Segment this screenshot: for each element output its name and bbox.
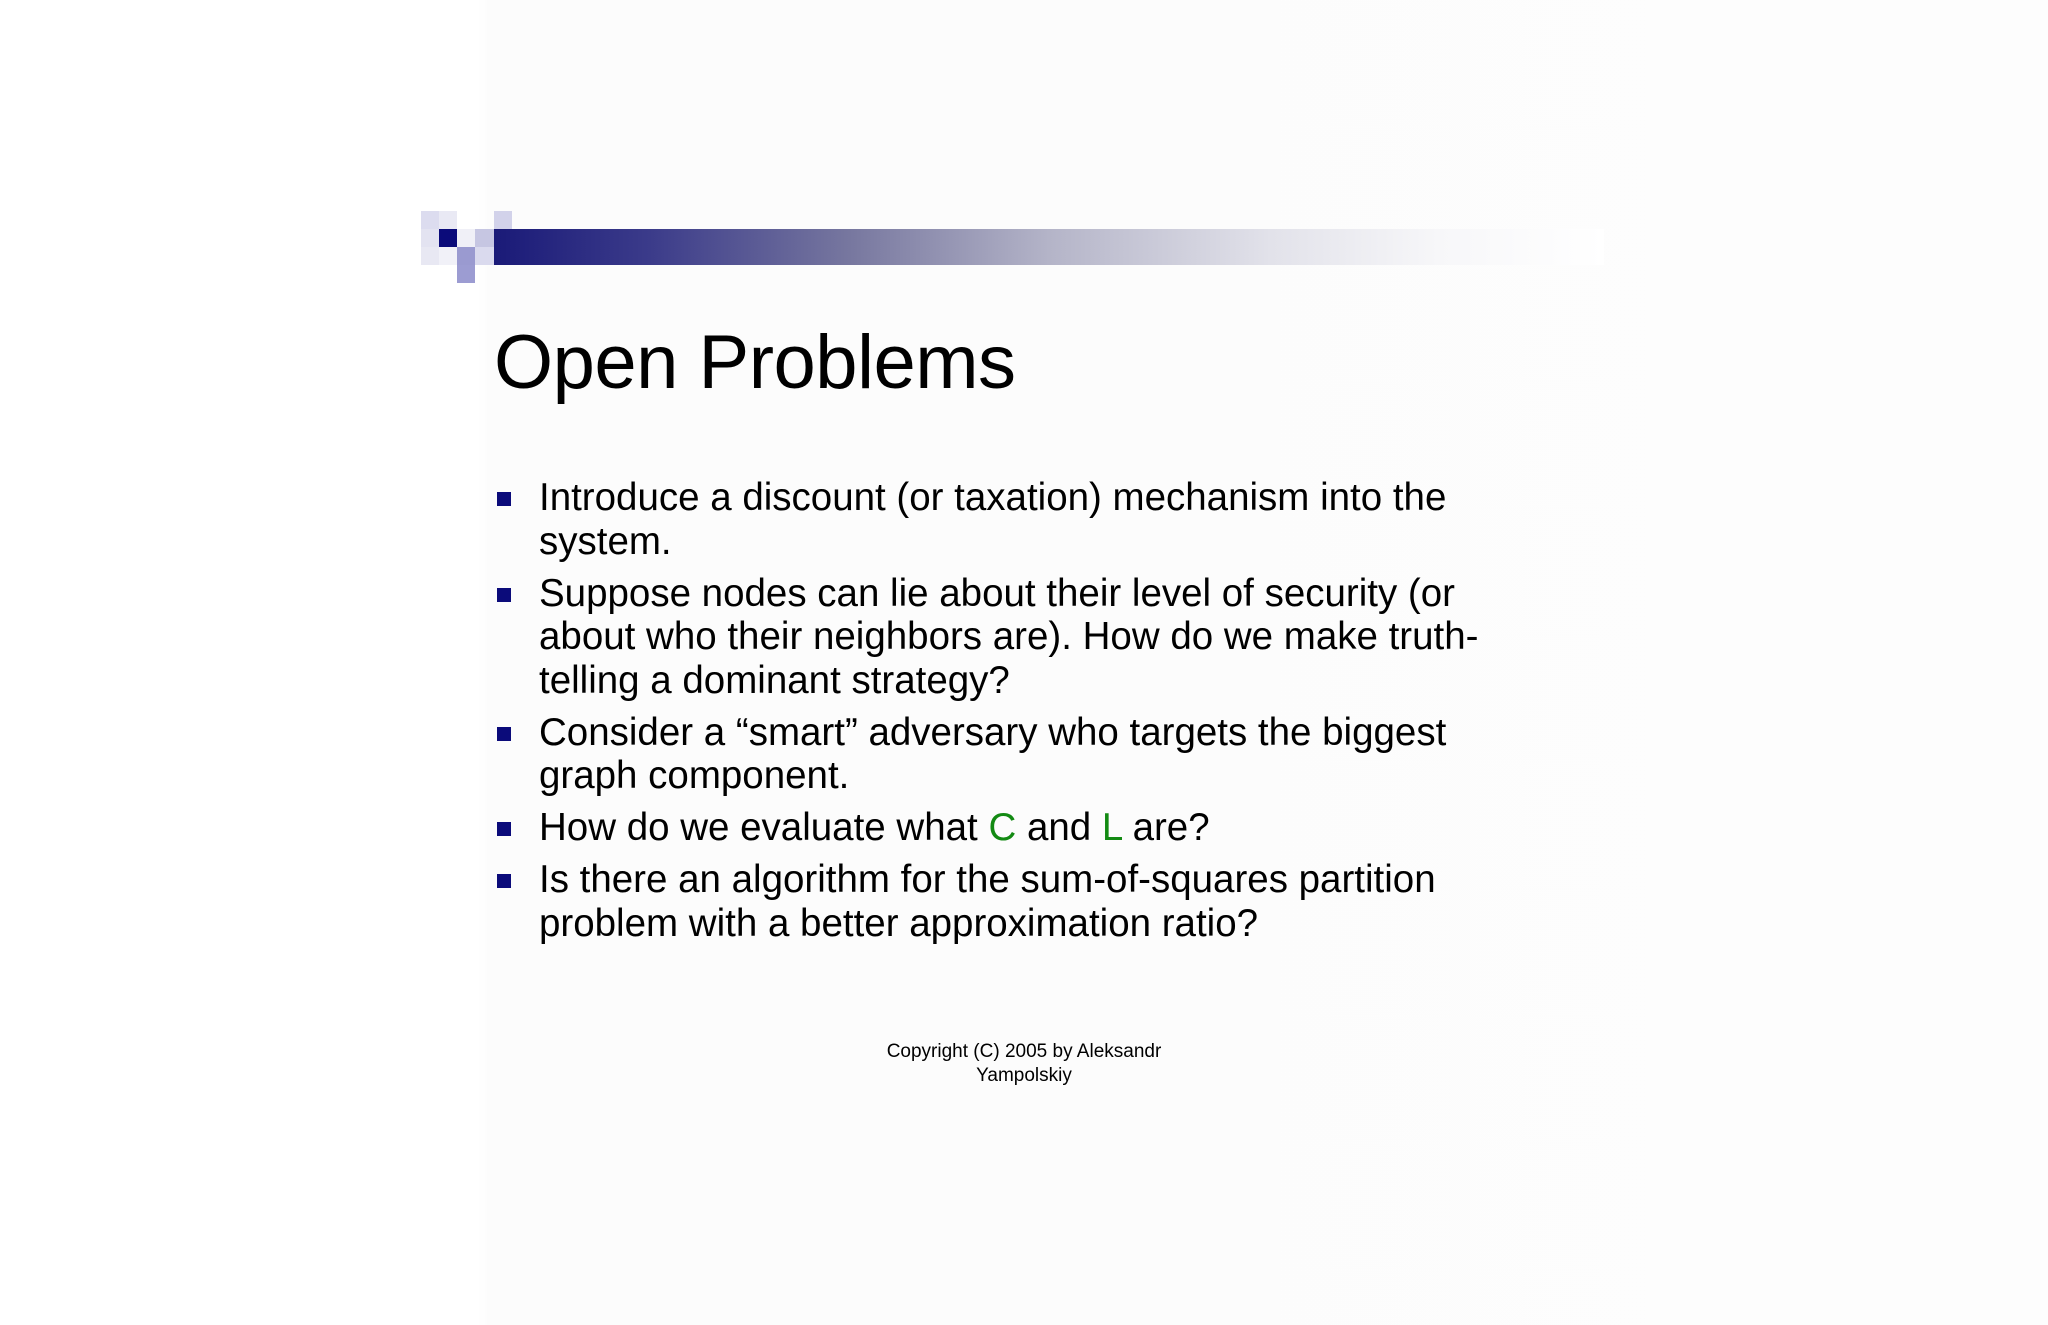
bullet-item-discount-mechanism [494, 476, 1554, 563]
bullet-item-sum-of-squares [494, 858, 1554, 945]
bullet-item-truth-telling [494, 572, 1554, 703]
bullet-item-smart-adversary [494, 711, 1554, 798]
bullet-line: graph component. [539, 754, 850, 797]
slide-title: Open Problems [494, 320, 1016, 405]
variable-c: C [988, 806, 1017, 849]
bullet-line: Is there an algorithm for the sum-of-squares partition [539, 858, 1436, 901]
bullet-line: telling a dominant strategy? [539, 658, 1010, 702]
footer-line: Yampolskiy [976, 1065, 1072, 1086]
bullet-line: Suppose nodes can lie about their level of security (or [539, 571, 1455, 615]
square-bullet-icon [497, 492, 511, 506]
variable-l: L [1101, 806, 1122, 849]
bullet-text-prefix: How do we evaluate what [539, 806, 989, 849]
square-bullet-icon [497, 874, 511, 888]
bullet-item-evaluate-c-l [494, 806, 1554, 850]
square-bullet-icon [497, 727, 511, 741]
bullet-text-suffix: are? [1121, 806, 1210, 849]
bullet-line: Introduce a discount (or taxation) mechanism into the [539, 476, 1447, 519]
copyright-footer [824, 1040, 1224, 1088]
bullet-line: about who their neighbors are). How do we make truth- [539, 615, 1479, 658]
bullet-line: problem with a better approximation ratio? [539, 901, 1259, 945]
square-bullet-icon [497, 588, 511, 602]
square-bullet-icon [497, 822, 511, 836]
header-gradient-bar [494, 229, 1604, 265]
bullet-text-middle: and [1016, 806, 1102, 849]
bullet-list [494, 476, 1554, 954]
footer-line: Copyright (C) 2005 by Aleksandr [886, 1041, 1162, 1062]
bullet-line: Consider a “smart” adversary who targets the biggest [539, 710, 1447, 754]
bullet-line: system. [539, 519, 672, 563]
